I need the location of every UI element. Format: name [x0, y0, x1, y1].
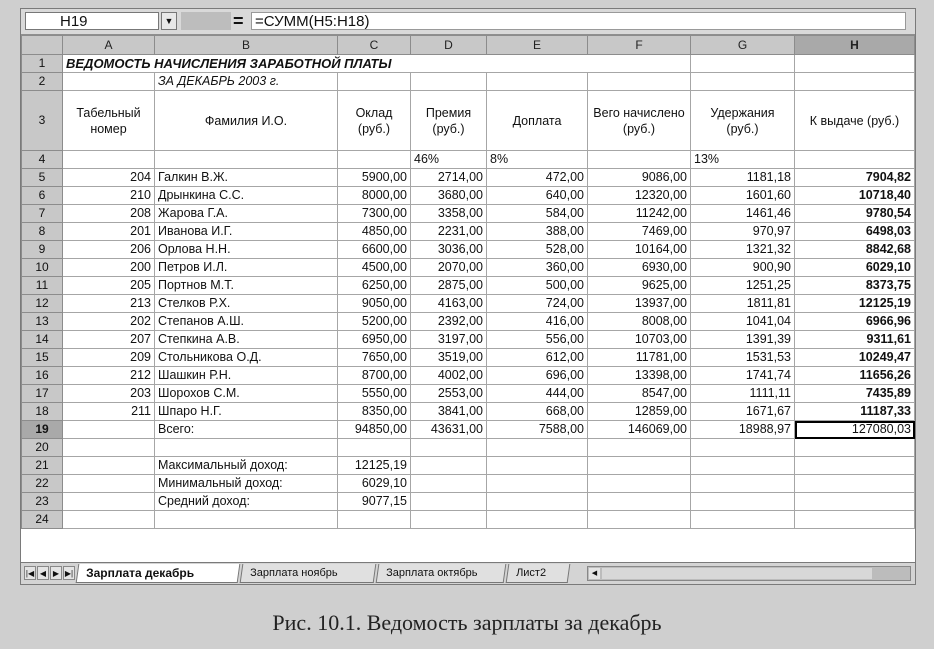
cell[interactable]: 528,00	[487, 241, 588, 259]
row-header: 17	[22, 385, 63, 403]
cell[interactable]	[487, 439, 588, 457]
cell[interactable]: 12125,19	[795, 295, 915, 313]
row-header: 18	[22, 403, 63, 421]
cell[interactable]: 8373,75	[795, 277, 915, 295]
column-header[interactable]: A	[63, 36, 155, 55]
cell[interactable]: 9086,00	[588, 169, 691, 187]
cell[interactable]	[795, 457, 915, 475]
cell[interactable]	[691, 493, 795, 511]
cell[interactable]	[691, 73, 795, 91]
cell[interactable]: 11187,33	[795, 403, 915, 421]
cell[interactable]: 211	[63, 403, 155, 421]
cell[interactable]	[795, 73, 915, 91]
row-header: 4	[22, 151, 63, 169]
header-row	[22, 91, 915, 151]
cell[interactable]: Степанов А.Ш.	[155, 313, 338, 331]
cell[interactable]	[691, 511, 795, 529]
cell[interactable]	[691, 475, 795, 493]
cell[interactable]	[411, 511, 487, 529]
row-header: 6	[22, 187, 63, 205]
cell[interactable]: 1321,32	[691, 241, 795, 259]
stat-row	[22, 457, 915, 475]
cell[interactable]	[411, 439, 487, 457]
cell[interactable]: 12320,00	[588, 187, 691, 205]
horizontal-scrollbar[interactable]	[587, 566, 911, 581]
cell[interactable]: 1741,74	[691, 367, 795, 385]
total-label[interactable]: Всего:	[155, 421, 338, 439]
cell[interactable]: 6498,03	[795, 223, 915, 241]
cell[interactable]: 1391,39	[691, 331, 795, 349]
column-title[interactable]: Оклад (руб.)	[338, 91, 411, 151]
cell[interactable]: 5200,00	[338, 313, 411, 331]
column-header[interactable]: E	[487, 36, 588, 55]
column-title[interactable]: Удержания (руб.)	[691, 91, 795, 151]
cell[interactable]	[338, 511, 411, 529]
cell[interactable]	[588, 439, 691, 457]
column-header[interactable]: C	[338, 36, 411, 55]
cell[interactable]: 556,00	[487, 331, 588, 349]
row-header: 16	[22, 367, 63, 385]
row-header: 3	[22, 91, 63, 151]
cell[interactable]: Степкина А.В.	[155, 331, 338, 349]
cell[interactable]: 6950,00	[338, 331, 411, 349]
tab-list2[interactable]: Лист2	[506, 564, 571, 583]
name-box-dropdown-icon[interactable]: ▼	[161, 12, 177, 30]
cell[interactable]: 4850,00	[338, 223, 411, 241]
row-header: 15	[22, 349, 63, 367]
figure-caption: Рис. 10.1. Ведомость зарплаты за декабрь	[272, 610, 662, 635]
total-cell[interactable]: 43631,00	[411, 421, 487, 439]
cell[interactable]	[338, 151, 411, 169]
cell[interactable]: 444,00	[487, 385, 588, 403]
cell[interactable]: 2553,00	[411, 385, 487, 403]
cell[interactable]: 3197,00	[411, 331, 487, 349]
cell[interactable]: 640,00	[487, 187, 588, 205]
cell[interactable]	[588, 457, 691, 475]
cell[interactable]	[411, 493, 487, 511]
cell[interactable]: 472,00	[487, 169, 588, 187]
cell[interactable]	[588, 475, 691, 493]
cell[interactable]: 4500,00	[338, 259, 411, 277]
table-row	[22, 205, 915, 223]
cell[interactable]: 1251,25	[691, 277, 795, 295]
cell[interactable]	[588, 151, 691, 169]
cell[interactable]	[487, 511, 588, 529]
extra-rate-cell[interactable]: 8%	[487, 151, 588, 169]
cell[interactable]	[338, 73, 411, 91]
stat-value[interactable]: 6029,10	[338, 475, 411, 493]
row-header: 13	[22, 313, 63, 331]
cell[interactable]: 11781,00	[588, 349, 691, 367]
cell[interactable]: Портнов М.Т.	[155, 277, 338, 295]
stat-row	[22, 493, 915, 511]
cell[interactable]: 6966,96	[795, 313, 915, 331]
cell[interactable]: 8842,68	[795, 241, 915, 259]
formula-bar	[21, 9, 915, 35]
cell[interactable]: 1811,81	[691, 295, 795, 313]
rates-row	[22, 151, 915, 169]
cell[interactable]: Стелков Р.Х.	[155, 295, 338, 313]
row-header: 1	[22, 55, 63, 73]
cell[interactable]: 11656,26	[795, 367, 915, 385]
cell[interactable]: 1111,11	[691, 385, 795, 403]
cell[interactable]: 205	[63, 277, 155, 295]
table-row	[22, 511, 915, 529]
cell[interactable]: 3358,00	[411, 205, 487, 223]
last-sheet-icon[interactable]: ▶|	[63, 566, 75, 580]
sheet-title[interactable]: ВЕДОМОСТЬ НАЧИСЛЕНИЯ ЗАРАБОТНОЙ ПЛАТЫ	[63, 55, 691, 73]
table-row	[22, 385, 915, 403]
formula-bar-separator	[181, 12, 231, 30]
cell[interactable]: 9625,00	[588, 277, 691, 295]
column-title[interactable]: Табельный номер	[63, 91, 155, 151]
cell[interactable]: 200	[63, 259, 155, 277]
cell[interactable]	[155, 511, 338, 529]
tab-zarplata-noyabr[interactable]: Зарплата ноябрь	[240, 564, 377, 583]
cell[interactable]: 4163,00	[411, 295, 487, 313]
cell[interactable]: 204	[63, 169, 155, 187]
cell[interactable]: 2070,00	[411, 259, 487, 277]
cell[interactable]: Шорохов С.М.	[155, 385, 338, 403]
column-title[interactable]: Доплата	[487, 91, 588, 151]
total-cell[interactable]: 7588,00	[487, 421, 588, 439]
cell[interactable]: 388,00	[487, 223, 588, 241]
active-cell-h19[interactable]: 127080,03	[795, 421, 915, 439]
cell[interactable]: 212	[63, 367, 155, 385]
cell[interactable]: 416,00	[487, 313, 588, 331]
sheet-tab-bar	[21, 562, 915, 585]
cell[interactable]: 5900,00	[338, 169, 411, 187]
table-row	[22, 241, 915, 259]
column-header[interactable]: F	[588, 36, 691, 55]
row-header: 19	[22, 421, 63, 439]
row-header: 9	[22, 241, 63, 259]
cell[interactable]	[411, 73, 487, 91]
cell[interactable]: 6029,10	[795, 259, 915, 277]
cell[interactable]	[155, 151, 338, 169]
total-row	[22, 421, 915, 439]
cell[interactable]: 1181,18	[691, 169, 795, 187]
cell[interactable]: 900,90	[691, 259, 795, 277]
cell[interactable]: 13398,00	[588, 367, 691, 385]
cell[interactable]: 3680,00	[411, 187, 487, 205]
cell[interactable]	[588, 73, 691, 91]
cell[interactable]	[63, 475, 155, 493]
cell[interactable]: 10164,00	[588, 241, 691, 259]
tab-zarplata-dekabr[interactable]: Зарплата декабрь	[76, 564, 241, 583]
cell[interactable]: 3519,00	[411, 349, 487, 367]
cell[interactable]	[411, 457, 487, 475]
cell[interactable]: 12859,00	[588, 403, 691, 421]
column-header-row	[22, 36, 915, 55]
cell[interactable]: 4002,00	[411, 367, 487, 385]
table-row	[22, 187, 915, 205]
cell[interactable]	[487, 493, 588, 511]
name-box[interactable]: H19	[25, 12, 159, 30]
cell[interactable]	[63, 73, 155, 91]
first-sheet-icon[interactable]: |◀	[24, 566, 36, 580]
row-header: 2	[22, 73, 63, 91]
cell[interactable]: 210	[63, 187, 155, 205]
cell[interactable]: 8547,00	[588, 385, 691, 403]
column-header[interactable]: B	[155, 36, 338, 55]
cell[interactable]	[63, 151, 155, 169]
next-sheet-icon[interactable]: ▶	[50, 566, 62, 580]
cell[interactable]: 10718,40	[795, 187, 915, 205]
cell[interactable]	[691, 55, 795, 73]
cell[interactable]: 13937,00	[588, 295, 691, 313]
cell[interactable]: 7435,89	[795, 385, 915, 403]
prev-sheet-icon[interactable]: ◀	[37, 566, 49, 580]
cell[interactable]: 3036,00	[411, 241, 487, 259]
cell[interactable]: Стольникова О.Д.	[155, 349, 338, 367]
scroll-left-icon[interactable]: ◀	[589, 568, 600, 579]
cell[interactable]: 10249,47	[795, 349, 915, 367]
cell[interactable]	[487, 73, 588, 91]
total-cell[interactable]: 18988,97	[691, 421, 795, 439]
row-header: 24	[22, 511, 63, 529]
cell[interactable]: Галкин В.Ж.	[155, 169, 338, 187]
cell[interactable]	[795, 475, 915, 493]
cell[interactable]: 213	[63, 295, 155, 313]
cell[interactable]	[691, 439, 795, 457]
row-header: 21	[22, 457, 63, 475]
row-header: 7	[22, 205, 63, 223]
select-all-corner[interactable]	[22, 36, 63, 55]
row-header: 12	[22, 295, 63, 313]
column-header[interactable]: H	[795, 36, 915, 55]
cell[interactable]	[691, 457, 795, 475]
stat-label[interactable]: Средний доход:	[155, 493, 338, 511]
table-row	[22, 313, 915, 331]
total-cell[interactable]: 146069,00	[588, 421, 691, 439]
column-title[interactable]: Вего начислено (руб.)	[588, 91, 691, 151]
cell[interactable]: 2392,00	[411, 313, 487, 331]
cell[interactable]: 203	[63, 385, 155, 403]
cell[interactable]	[63, 439, 155, 457]
cell-grid	[21, 35, 915, 529]
cell[interactable]	[155, 439, 338, 457]
stat-row	[22, 475, 915, 493]
spreadsheet-window	[20, 8, 916, 585]
cell[interactable]	[795, 511, 915, 529]
equals-button[interactable]: =	[233, 11, 244, 31]
total-cell[interactable]: 94850,00	[338, 421, 411, 439]
row-header: 11	[22, 277, 63, 295]
cell[interactable]: 7300,00	[338, 205, 411, 223]
cell[interactable]: 8000,00	[338, 187, 411, 205]
cell[interactable]: 11242,00	[588, 205, 691, 223]
cell[interactable]	[63, 511, 155, 529]
cell[interactable]: 209	[63, 349, 155, 367]
table-row	[22, 439, 915, 457]
cell[interactable]: 206	[63, 241, 155, 259]
sheet-subtitle[interactable]: ЗА ДЕКАБРЬ 2003 г.	[155, 73, 338, 91]
table-row	[22, 367, 915, 385]
cell[interactable]: Жарова Г.А.	[155, 205, 338, 223]
row-header: 23	[22, 493, 63, 511]
cell[interactable]: Орлова Н.Н.	[155, 241, 338, 259]
cell[interactable]: 9311,61	[795, 331, 915, 349]
row-header: 14	[22, 331, 63, 349]
table-row	[22, 259, 915, 277]
cell[interactable]	[795, 55, 915, 73]
deduction-rate-cell[interactable]: 13%	[691, 151, 795, 169]
cell[interactable]: 360,00	[487, 259, 588, 277]
row-header: 8	[22, 223, 63, 241]
table-row	[22, 55, 915, 73]
cell[interactable]: 201	[63, 223, 155, 241]
cell[interactable]: 6930,00	[588, 259, 691, 277]
cell[interactable]: 8700,00	[338, 367, 411, 385]
cell[interactable]: Петров И.Л.	[155, 259, 338, 277]
cell[interactable]: 5550,00	[338, 385, 411, 403]
table-row	[22, 73, 915, 91]
cell[interactable]: 10703,00	[588, 331, 691, 349]
cell[interactable]: 1461,46	[691, 205, 795, 223]
table-row	[22, 403, 915, 421]
row-header: 10	[22, 259, 63, 277]
cell[interactable]: 1041,04	[691, 313, 795, 331]
cell[interactable]: 8008,00	[588, 313, 691, 331]
premium-rate-cell[interactable]: 46%	[411, 151, 487, 169]
cell[interactable]: 207	[63, 331, 155, 349]
cell[interactable]: 2231,00	[411, 223, 487, 241]
cell[interactable]	[63, 457, 155, 475]
cell[interactable]: 7904,82	[795, 169, 915, 187]
cell[interactable]	[487, 457, 588, 475]
cell[interactable]: 9780,54	[795, 205, 915, 223]
scrollbar-thumb[interactable]	[602, 568, 872, 579]
cell[interactable]: Шпаро Н.Г.	[155, 403, 338, 421]
stat-value[interactable]: 9077,15	[338, 493, 411, 511]
cell[interactable]	[411, 475, 487, 493]
cell[interactable]: Дрынкина С.С.	[155, 187, 338, 205]
cell[interactable]	[63, 421, 155, 439]
cell[interactable]	[588, 493, 691, 511]
tab-zarplata-oktyabr[interactable]: Зарплата октябрь	[376, 564, 507, 583]
cell[interactable]: 2714,00	[411, 169, 487, 187]
column-title[interactable]: Фамилия И.О.	[155, 91, 338, 151]
cell[interactable]: 3841,00	[411, 403, 487, 421]
table-row	[22, 295, 915, 313]
column-header[interactable]: G	[691, 36, 795, 55]
cell[interactable]: 696,00	[487, 367, 588, 385]
stat-label[interactable]: Минимальный доход:	[155, 475, 338, 493]
column-header[interactable]: D	[411, 36, 487, 55]
column-title[interactable]: К выдаче (руб.)	[795, 91, 915, 151]
cell[interactable]: 6600,00	[338, 241, 411, 259]
cell[interactable]: 1531,53	[691, 349, 795, 367]
table-row	[22, 169, 915, 187]
column-title[interactable]: Премия (руб.)	[411, 91, 487, 151]
cell[interactable]	[795, 151, 915, 169]
cell[interactable]: 500,00	[487, 277, 588, 295]
table-row	[22, 331, 915, 349]
formula-input[interactable]: =СУММ(H5:H18)	[251, 12, 906, 30]
row-header: 20	[22, 439, 63, 457]
cell[interactable]	[487, 475, 588, 493]
cell[interactable]: Шашкин Р.Н.	[155, 367, 338, 385]
cell[interactable]: 7469,00	[588, 223, 691, 241]
row-header: 22	[22, 475, 63, 493]
cell[interactable]: 7650,00	[338, 349, 411, 367]
cell[interactable]: 2875,00	[411, 277, 487, 295]
cell[interactable]: 1601,60	[691, 187, 795, 205]
cell[interactable]	[588, 511, 691, 529]
cell[interactable]: 970,97	[691, 223, 795, 241]
cell[interactable]: 724,00	[487, 295, 588, 313]
cell[interactable]: 584,00	[487, 205, 588, 223]
cell[interactable]	[795, 439, 915, 457]
cell[interactable]: Иванова И.Г.	[155, 223, 338, 241]
cell[interactable]: 202	[63, 313, 155, 331]
sheet-table	[21, 35, 915, 529]
cell[interactable]	[63, 493, 155, 511]
table-row	[22, 223, 915, 241]
cell[interactable]: 208	[63, 205, 155, 223]
cell[interactable]	[338, 439, 411, 457]
cell[interactable]	[795, 493, 915, 511]
row-header: 5	[22, 169, 63, 187]
cell[interactable]: 9050,00	[338, 295, 411, 313]
stat-value[interactable]: 12125,19	[338, 457, 411, 475]
stat-label[interactable]: Максимальный доход:	[155, 457, 338, 475]
cell[interactable]: 612,00	[487, 349, 588, 367]
cell[interactable]: 668,00	[487, 403, 588, 421]
cell[interactable]: 1671,67	[691, 403, 795, 421]
table-row	[22, 277, 915, 295]
cell[interactable]: 6250,00	[338, 277, 411, 295]
cell[interactable]: 8350,00	[338, 403, 411, 421]
table-row	[22, 349, 915, 367]
